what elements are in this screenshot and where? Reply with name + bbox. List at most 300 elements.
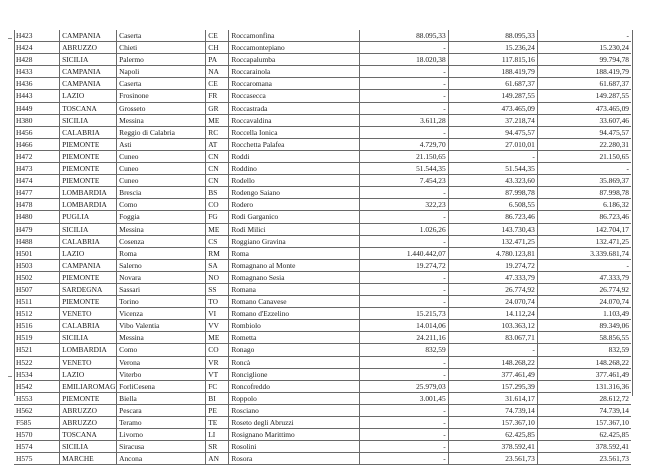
row-province-abbr: AT — [206, 138, 229, 150]
row-code: H519 — [14, 332, 60, 344]
row-region: CALABRIA — [60, 235, 117, 247]
row-province: Messina — [117, 332, 206, 344]
row-region: LOMBARDIA — [60, 199, 117, 211]
row-municipality: Rometta — [229, 332, 359, 344]
table-row — [14, 30, 631, 42]
row-code: H449 — [14, 102, 60, 114]
row-value-3: 62.425,85 — [537, 429, 631, 441]
row-province-abbr: FR — [206, 90, 229, 102]
row-value-1: 14.014,06 — [359, 320, 448, 332]
row-province: Foggia — [117, 211, 206, 223]
row-municipality: Roncà — [229, 356, 359, 368]
row-value-1: - — [359, 78, 448, 90]
row-province-abbr: TO — [206, 296, 229, 308]
row-value-3: 3.339.681,74 — [537, 247, 631, 259]
row-value-1: - — [359, 126, 448, 138]
row-municipality: Roma — [229, 247, 359, 259]
table-row — [14, 138, 631, 150]
row-value-2: 94.475,57 — [448, 126, 537, 138]
row-code: H428 — [14, 54, 60, 66]
row-value-1: 1.026,26 — [359, 223, 448, 235]
row-value-2: 378.592,41 — [448, 441, 537, 453]
row-value-1: - — [359, 356, 448, 368]
table-row — [14, 163, 631, 175]
table-row — [14, 283, 631, 295]
row-province-abbr: CO — [206, 199, 229, 211]
row-value-3: 148.268,22 — [537, 356, 631, 368]
row-value-2: 149.287,55 — [448, 90, 537, 102]
row-province-abbr: CH — [206, 42, 229, 54]
row-region: VENETO — [60, 308, 117, 320]
row-value-3: - — [537, 259, 631, 271]
row-region: LOMBARDIA — [60, 344, 117, 356]
row-province-abbr: ME — [206, 223, 229, 235]
row-value-2: 26.774,92 — [448, 283, 537, 295]
row-code: H479 — [14, 223, 60, 235]
row-value-1: 15.215,73 — [359, 308, 448, 320]
row-municipality: Roddi — [229, 150, 359, 162]
row-value-2: 132.471,25 — [448, 235, 537, 247]
row-value-3: 99.794,78 — [537, 54, 631, 66]
row-region: PIEMONTE — [60, 296, 117, 308]
row-value-2: 87.998,78 — [448, 187, 537, 199]
row-value-2: 31.614,17 — [448, 392, 537, 404]
row-code: H424 — [14, 42, 60, 54]
row-value-1: - — [359, 404, 448, 416]
row-value-3: - — [537, 30, 631, 42]
table-row — [14, 126, 631, 138]
row-province: Frosinone — [117, 90, 206, 102]
row-municipality: Rodì Milici — [229, 223, 359, 235]
row-value-3: 378.592,41 — [537, 441, 631, 453]
row-province-abbr: CE — [206, 30, 229, 42]
row-municipality: Roddino — [229, 163, 359, 175]
row-value-1: 25.979,03 — [359, 380, 448, 392]
row-province: Cosenza — [117, 235, 206, 247]
row-province: Pescara — [117, 404, 206, 416]
row-value-3: 74.739,14 — [537, 404, 631, 416]
row-value-3: 58.856,55 — [537, 332, 631, 344]
row-value-2: 51.544,35 — [448, 163, 537, 175]
row-region: SICILIA — [60, 114, 117, 126]
table-row — [14, 296, 631, 308]
row-province: Verona — [117, 356, 206, 368]
row-value-2: - — [448, 150, 537, 162]
row-code: H380 — [14, 114, 60, 126]
row-value-2: 148.268,22 — [448, 356, 537, 368]
table-row — [14, 42, 631, 54]
row-province-abbr: LI — [206, 429, 229, 441]
row-province-abbr: CN — [206, 163, 229, 175]
municipality-funds-table — [14, 30, 634, 465]
row-value-2: 19.274,72 — [448, 259, 537, 271]
row-province: Siracusa — [117, 441, 206, 453]
row-region: CALABRIA — [60, 126, 117, 138]
row-code: H480 — [14, 211, 60, 223]
row-region: CAMPANIA — [60, 78, 117, 90]
row-value-3: 15.230,24 — [537, 42, 631, 54]
row-value-2: 83.067,71 — [448, 332, 537, 344]
row-value-1: - — [359, 417, 448, 429]
row-value-2: 103.363,12 — [448, 320, 537, 332]
row-province: ForliCesena — [117, 380, 206, 392]
row-province: Livorno — [117, 429, 206, 441]
row-province-abbr: CS — [206, 235, 229, 247]
row-code: H521 — [14, 344, 60, 356]
row-region: SICILIA — [60, 441, 117, 453]
row-region: VENETO — [60, 356, 117, 368]
row-municipality: Romagnano Sesia — [229, 271, 359, 283]
row-code: H534 — [14, 368, 60, 380]
row-value-2: - — [448, 344, 537, 356]
table-row — [14, 320, 631, 332]
row-code: H501 — [14, 247, 60, 259]
row-region: PUGLIA — [60, 211, 117, 223]
row-value-1: - — [359, 235, 448, 247]
table-row — [14, 380, 631, 392]
row-region: SICILIA — [60, 223, 117, 235]
row-province-abbr: NA — [206, 66, 229, 78]
row-code: H522 — [14, 356, 60, 368]
row-region: PIEMONTE — [60, 392, 117, 404]
table-row — [14, 392, 631, 404]
row-region: SICILIA — [60, 332, 117, 344]
row-province-abbr: PA — [206, 54, 229, 66]
row-code: H511 — [14, 296, 60, 308]
row-province: Napoli — [117, 66, 206, 78]
row-code: H503 — [14, 259, 60, 271]
row-code: H443 — [14, 90, 60, 102]
row-province-abbr: VI — [206, 308, 229, 320]
row-region: TOSCANA — [60, 429, 117, 441]
row-municipality: Romano Canavese — [229, 296, 359, 308]
row-code: H575 — [14, 453, 60, 465]
table-row — [14, 211, 631, 223]
row-region: CALABRIA — [60, 320, 117, 332]
row-value-2: 14.112,24 — [448, 308, 537, 320]
row-value-2: 24.070,74 — [448, 296, 537, 308]
row-province: Ancona — [117, 453, 206, 465]
row-province-abbr: FC — [206, 380, 229, 392]
row-value-3: 94.475,57 — [537, 126, 631, 138]
row-region: CAMPANIA — [60, 259, 117, 271]
row-value-3: 132.471,25 — [537, 235, 631, 247]
row-municipality: Roccavaldina — [229, 114, 359, 126]
row-region: MARCHE — [60, 453, 117, 465]
row-value-1: - — [359, 66, 448, 78]
row-value-3: 1.103,49 — [537, 308, 631, 320]
row-province-abbr: RC — [206, 126, 229, 138]
row-province: Messina — [117, 114, 206, 126]
row-code: H570 — [14, 429, 60, 441]
row-province-abbr: VV — [206, 320, 229, 332]
row-value-2: 473.465,09 — [448, 102, 537, 114]
row-province: Cuneo — [117, 163, 206, 175]
row-region: LOMBARDIA — [60, 187, 117, 199]
row-region: PIEMONTE — [60, 163, 117, 175]
row-municipality: Rosciano — [229, 404, 359, 416]
row-value-2: 43.323,60 — [448, 175, 537, 187]
row-value-3: 157.367,10 — [537, 417, 631, 429]
row-code: F585 — [14, 417, 60, 429]
row-municipality: Ronciglione — [229, 368, 359, 380]
row-value-1: - — [359, 90, 448, 102]
row-value-2: 86.723,46 — [448, 211, 537, 223]
row-municipality: Roseto degli Abruzzi — [229, 417, 359, 429]
table-row — [14, 417, 631, 429]
row-value-3: 832,59 — [537, 344, 631, 356]
row-province-abbr: SR — [206, 441, 229, 453]
row-value-3: 188.419,79 — [537, 66, 631, 78]
row-value-3: 24.070,74 — [537, 296, 631, 308]
row-value-3: 61.687,37 — [537, 78, 631, 90]
row-province: Caserta — [117, 78, 206, 90]
row-code: H433 — [14, 66, 60, 78]
row-value-1: 1.440.442,07 — [359, 247, 448, 259]
row-province-abbr: TE — [206, 417, 229, 429]
row-value-3: 89.349,06 — [537, 320, 631, 332]
row-code: H466 — [14, 138, 60, 150]
table-row — [14, 223, 631, 235]
row-municipality: Roggiano Gravina — [229, 235, 359, 247]
row-province: Vibo Valentia — [117, 320, 206, 332]
table-row — [14, 247, 631, 259]
table-row — [14, 368, 631, 380]
row-province-abbr: FG — [206, 211, 229, 223]
row-region: SICILIA — [60, 54, 117, 66]
row-province-abbr: GR — [206, 102, 229, 114]
row-value-2: 74.739,14 — [448, 404, 537, 416]
row-region: SARDEGNA — [60, 283, 117, 295]
row-region: EMILIAROMAG — [60, 380, 117, 392]
row-value-3: 149.287,55 — [537, 90, 631, 102]
row-value-3: 473.465,09 — [537, 102, 631, 114]
row-province-abbr: SS — [206, 283, 229, 295]
row-value-2: 15.236,24 — [448, 42, 537, 54]
row-value-2: 117.815,16 — [448, 54, 537, 66]
row-province: Caserta — [117, 30, 206, 42]
table-row — [14, 308, 631, 320]
table-row — [14, 344, 631, 356]
row-region: PIEMONTE — [60, 150, 117, 162]
row-province: Chieti — [117, 42, 206, 54]
row-province-abbr: ME — [206, 114, 229, 126]
row-province-abbr: SA — [206, 259, 229, 271]
row-value-1: 51.544,35 — [359, 163, 448, 175]
table-row — [14, 150, 631, 162]
row-value-3: 22.280,31 — [537, 138, 631, 150]
row-code: H574 — [14, 441, 60, 453]
row-value-1: - — [359, 271, 448, 283]
row-value-2: 157.295,39 — [448, 380, 537, 392]
row-province: Viterbo — [117, 368, 206, 380]
row-province: Teramo — [117, 417, 206, 429]
row-value-3: 26.774,92 — [537, 283, 631, 295]
row-municipality: Rocchetta Palafea — [229, 138, 359, 150]
row-municipality: Roccaromana — [229, 78, 359, 90]
row-province: Asti — [117, 138, 206, 150]
row-value-3: 47.333,79 — [537, 271, 631, 283]
row-value-1: - — [359, 102, 448, 114]
row-value-1: - — [359, 368, 448, 380]
row-region: PIEMONTE — [60, 271, 117, 283]
row-value-3: 21.150,65 — [537, 150, 631, 162]
row-municipality: Rombiolo — [229, 320, 359, 332]
row-value-3: 131.316,36 — [537, 380, 631, 392]
row-code: H542 — [14, 380, 60, 392]
row-municipality: Romano d'Ezzelino — [229, 308, 359, 320]
row-municipality: Roccastrada — [229, 102, 359, 114]
row-value-2: 62.425,85 — [448, 429, 537, 441]
row-province-abbr: CN — [206, 150, 229, 162]
row-province: Salerno — [117, 259, 206, 271]
row-code: H473 — [14, 163, 60, 175]
row-province: Brescia — [117, 187, 206, 199]
row-value-2: 4.780.123,81 — [448, 247, 537, 259]
row-value-1: - — [359, 441, 448, 453]
row-province-abbr: CN — [206, 175, 229, 187]
row-municipality: Rodengo Saiano — [229, 187, 359, 199]
row-value-1: - — [359, 296, 448, 308]
row-municipality: Rosignano Marittimo — [229, 429, 359, 441]
table-row — [14, 259, 631, 271]
row-region: PIEMONTE — [60, 175, 117, 187]
table-row — [14, 332, 631, 344]
row-province-abbr: PE — [206, 404, 229, 416]
row-region: ABRUZZO — [60, 42, 117, 54]
row-municipality: Roncofreddo — [229, 380, 359, 392]
row-value-1: 19.274,72 — [359, 259, 448, 271]
row-value-1: 88.095,33 — [359, 30, 448, 42]
row-value-1: 322,23 — [359, 199, 448, 211]
row-region: LAZIO — [60, 247, 117, 259]
row-value-3: - — [537, 163, 631, 175]
table-row — [14, 271, 631, 283]
row-municipality: Roccella Ionica — [229, 126, 359, 138]
row-municipality: Rodello — [229, 175, 359, 187]
row-value-2: 47.333,79 — [448, 271, 537, 283]
row-region: CAMPANIA — [60, 66, 117, 78]
row-region: LAZIO — [60, 368, 117, 380]
row-value-1: 24.211,16 — [359, 332, 448, 344]
row-municipality: Roccapalumba — [229, 54, 359, 66]
table-row — [14, 429, 631, 441]
row-value-3: 6.186,32 — [537, 199, 631, 211]
table-row — [14, 404, 631, 416]
row-province: Palermo — [117, 54, 206, 66]
row-value-1: 18.020,38 — [359, 54, 448, 66]
row-province-abbr: VR — [206, 356, 229, 368]
row-code: H478 — [14, 199, 60, 211]
row-code: H472 — [14, 150, 60, 162]
row-province-abbr: RM — [206, 247, 229, 259]
row-value-1: - — [359, 429, 448, 441]
row-value-3: 142.704,17 — [537, 223, 631, 235]
row-value-1: 21.150,65 — [359, 150, 448, 162]
table-row — [14, 102, 631, 114]
row-region: CAMPANIA — [60, 30, 117, 42]
row-value-3: 28.612,72 — [537, 392, 631, 404]
table-row — [14, 199, 631, 211]
row-code: H436 — [14, 78, 60, 90]
row-region: PIEMONTE — [60, 138, 117, 150]
row-code: H507 — [14, 283, 60, 295]
row-value-2: 157.367,10 — [448, 417, 537, 429]
row-municipality: Rosolini — [229, 441, 359, 453]
row-municipality: Romagnano al Monte — [229, 259, 359, 271]
table-row — [14, 235, 631, 247]
row-code: H423 — [14, 30, 60, 42]
margin-mark — [8, 38, 12, 39]
table-row — [14, 175, 631, 187]
row-province: Como — [117, 199, 206, 211]
row-value-1: - — [359, 283, 448, 295]
table-row — [14, 453, 631, 465]
row-value-2: 37.218,74 — [448, 114, 537, 126]
row-province: Vicenza — [117, 308, 206, 320]
row-value-2: 377.461,49 — [448, 368, 537, 380]
row-region: LAZIO — [60, 90, 117, 102]
row-province: Novara — [117, 271, 206, 283]
row-municipality: Rodi Garganico — [229, 211, 359, 223]
row-value-1: 4.729,70 — [359, 138, 448, 150]
row-value-1: 3.611,28 — [359, 114, 448, 126]
row-code: H502 — [14, 271, 60, 283]
row-value-1: - — [359, 453, 448, 465]
row-value-2: 6.508,55 — [448, 199, 537, 211]
row-code: H477 — [14, 187, 60, 199]
row-region: ABRUZZO — [60, 417, 117, 429]
row-province-abbr: VT — [206, 368, 229, 380]
row-province: Sassari — [117, 283, 206, 295]
row-municipality: Ronago — [229, 344, 359, 356]
row-value-1: - — [359, 42, 448, 54]
row-value-1: 832,59 — [359, 344, 448, 356]
row-province: Messina — [117, 223, 206, 235]
table-row — [14, 441, 631, 453]
row-value-2: 27.010,01 — [448, 138, 537, 150]
row-code: H553 — [14, 392, 60, 404]
row-value-2: 23.561,73 — [448, 453, 537, 465]
row-province-abbr: AN — [206, 453, 229, 465]
row-region: ABRUZZO — [60, 404, 117, 416]
row-value-3: 33.607,46 — [537, 114, 631, 126]
row-value-3: 377.461,49 — [537, 368, 631, 380]
row-code: H474 — [14, 175, 60, 187]
row-province-abbr: BS — [206, 187, 229, 199]
table-body — [14, 30, 631, 465]
row-province: Cuneo — [117, 150, 206, 162]
row-municipality: Roccarainola — [229, 66, 359, 78]
row-province-abbr: NO — [206, 271, 229, 283]
row-province: Torino — [117, 296, 206, 308]
row-province: Grosseto — [117, 102, 206, 114]
table-row — [14, 90, 631, 102]
row-province-abbr: ME — [206, 332, 229, 344]
row-value-1: - — [359, 211, 448, 223]
row-province: Reggio di Calabria — [117, 126, 206, 138]
table-row — [14, 54, 631, 66]
row-code: H488 — [14, 235, 60, 247]
row-province: Roma — [117, 247, 206, 259]
row-municipality: Romana — [229, 283, 359, 295]
row-province: Cuneo — [117, 175, 206, 187]
margin-mark — [8, 376, 12, 377]
row-region: TOSCANA — [60, 102, 117, 114]
row-value-2: 61.687,37 — [448, 78, 537, 90]
table-row — [14, 66, 631, 78]
row-code: H456 — [14, 126, 60, 138]
